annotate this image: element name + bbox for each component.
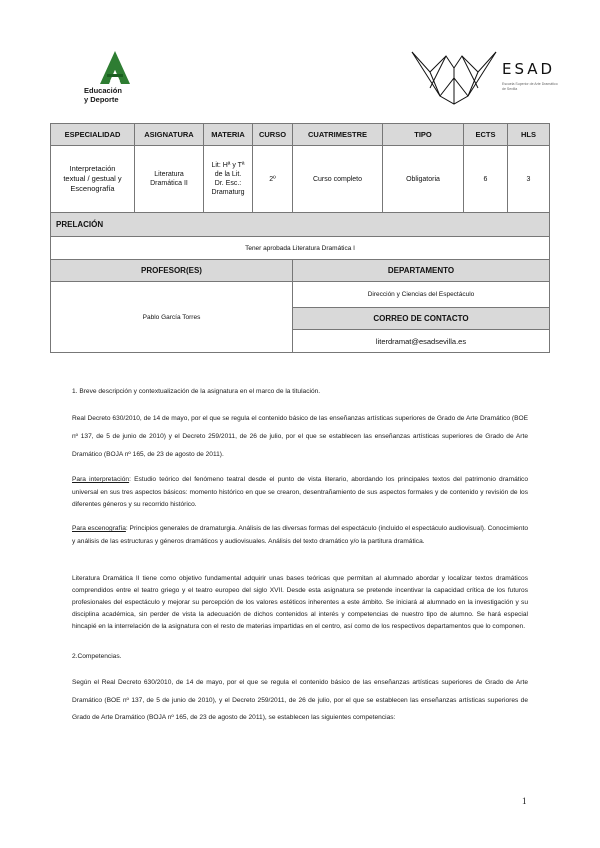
escenografia-paragraph <box>72 523 528 548</box>
logo-text-line1: Educación <box>84 86 122 95</box>
junta-education-logo <box>80 50 150 104</box>
cell-curso: 2º <box>253 146 293 213</box>
section1-paragraph-objetivo <box>72 573 528 633</box>
page-number: 1 <box>522 796 527 806</box>
header-especialidad: ESPECIALIDAD <box>51 124 135 146</box>
cell-ects: 6 <box>464 146 508 213</box>
departamento-label: DEPARTAMENTO <box>293 260 550 282</box>
section1-paragraph-decree <box>72 410 528 464</box>
cell-cuatrimestre: Curso completo <box>293 146 383 213</box>
header-ects: ECTS <box>464 124 508 146</box>
header-materia: MATERIA <box>204 124 253 146</box>
interpretacion-label: Para interpretación <box>72 476 130 483</box>
prelacion-label: PRELACIÓN <box>51 213 550 237</box>
cell-especialidad: Interpretación textual / gestual y Escenografía <box>51 146 135 213</box>
objetivo-text: Literatura Dramática II tiene como objetivo fundamental adquirir unas bases teóricas que permitan al alumnado abordar y localizar textos dramáticos comprendidos entre el teatro griego y el teatro europeo del siglo XVII. Desde esta asignatura se pretende incentivar la capacidad crítica de los futuros profesionales del espectáculo y mejorar su percepción de los valores estéticos inherentes a este ámbito. Se iniciará al alumnado en la investigación y su disciplina académica, sin perder de vista la adecuación de dichos contenidos al interés y competencias de nuestro tipo de alumno. Se hará especial hincapié en la interrelación de la asignatura con el resto de materias impartidas en el centro, así como de los respectivos departamentos que lo componen. <box>72 575 528 630</box>
cell-tipo: Obligatoria <box>383 146 464 213</box>
departamento-value: Dirección y Ciencias del Espectáculo <box>293 282 550 308</box>
table-row <box>51 146 550 213</box>
prelacion-value: Tener aprobada Literatura Dramática I <box>51 237 550 260</box>
escenografia-label: Para escenografía <box>72 525 126 532</box>
section1-paragraph-interpretacion <box>72 474 528 512</box>
table-header-row <box>51 124 550 146</box>
section2-paragraph <box>72 674 528 727</box>
escenografia-text: : Principios generales de dramaturgia. Análisis de las diversas formas del espectáculo (incluido el espectáculo audiovisual). Conocimiento y análisis de las estructuras y géneros dramáticos y audiovisuales. Análisis del texto dramático y/o la partitura dramática. <box>72 525 528 545</box>
decree-text: Real Decreto 630/2010, de 14 de mayo, por el que se regula el contenido básico de las enseñanzas artísticas superiores de Grado de Arte Dramático (BOE nº 137, de 5 de junio de 2010) y el Decreto 259/2011, de 26 de julio, por el que se establecen las enseñanzas artísticas superiores de Grado de Arte Dramático (BOJA nº 165, de 23 de agosto de 2011). <box>72 415 528 458</box>
cell-asignatura: Literatura Dramática II <box>135 146 204 213</box>
interpretacion-text: : Estudio teórico del fenómeno teatral desde el punto de vista literario, abordando los principales textos del patrimonio dramático universal en sus tres aspectos básicos: momento histórico en que se crearon, desentrañamiento de sus aspectos formales y de contenido y revisión de los diferentes géneros y su recorrido histórico. <box>72 476 528 508</box>
logo-text-line2: y Deporte <box>84 95 119 104</box>
profesor-value: Pablo García Torres <box>51 282 293 353</box>
header-curso: CURSO <box>253 124 293 146</box>
correo-label: CORREO DE CONTACTO <box>293 308 550 330</box>
esad-title: ESAD <box>502 60 556 78</box>
header-hls: HLS <box>508 124 550 146</box>
cell-hls: 3 <box>508 146 550 213</box>
esad-logo <box>410 48 558 108</box>
cell-materia: Lit: Hª y Tª de la Lit. Dr. Esc.: Dramaturg <box>204 146 253 213</box>
section1-paragraph-escenografia <box>72 523 528 548</box>
header-tipo: TIPO <box>383 124 464 146</box>
competencias-text: Según el Real Decreto 630/2010, de 14 de mayo, por el que se regula el contenido básico de las enseñanzas artísticas superiores de Grado de Arte Dramático (BOE nº 137, de 5 de junio de 2010), y el Decreto 259/2011, de 26 de julio, por el que se establecen las enseñanzas artísticas superiores de Grado de Arte Dramático (BOJA nº 165, de 23 de agosto de 2011), se establecen las siguientes competencias: <box>72 679 528 721</box>
esad-subtitle: Escuela Superior de Arte Dramático de Sevilla <box>502 82 558 91</box>
course-info-table <box>50 123 550 353</box>
correo-value: literdramat@esadsevilla.es <box>293 330 550 353</box>
section1-title: 1. Breve descripción y contextualización de la asignatura en el marco de la titulación. <box>72 388 321 395</box>
junta-a-icon <box>98 50 132 86</box>
header-cuatrimestre: CUATRIMESTRE <box>293 124 383 146</box>
interpretacion-paragraph <box>72 474 528 512</box>
esad-mask-icon <box>410 48 498 106</box>
header-asignatura: ASIGNATURA <box>135 124 204 146</box>
profesor-label: PROFESOR(ES) <box>51 260 293 282</box>
section2-title: 2.Competencias. <box>72 653 122 660</box>
